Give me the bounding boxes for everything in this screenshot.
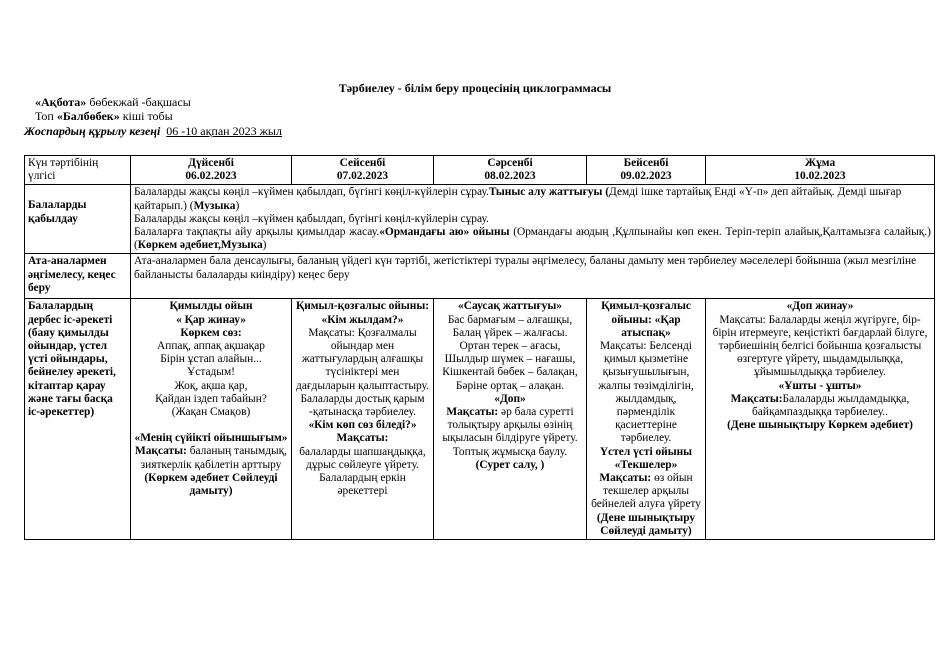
activities-tuesday: Қимыл-қозғалыс ойыны: «Кім жылдам?» Мақсаты: Қозғалмалы ойындар мен жаттығулардың алғашқы түсініктері мен дағдыларын қалыптастыру. Балаларды достық қарым -қатынасқа тәрбиелеу. «Кім көп сөз біледі?» Мақсаты: балаларды шапшаңдыққа, дұрыс сөйлеуге үйрету. Балалардың еркін әрекеттері: [292, 299, 434, 540]
kindergarten-name: «Ақбота»: [35, 95, 87, 109]
day-name: Сейсенбі: [339, 157, 386, 169]
day-name: Бейсенбі: [623, 157, 669, 169]
header-cell-thursday: [587, 156, 706, 185]
kindergarten-type: бөбекжай -бақшасы: [86, 95, 191, 109]
reception-line-2: Балаларды жақсы көңіл –күймен қабылдап, бүгінгі көңіл-күйлерін сұрау.: [134, 212, 489, 225]
activities-thursday: Қимыл-қозғалыс ойыны: «Қар атыспақ» Мақсаты: Белсенді қимыл қызметіне қызығушылығын, жалпы төзімділігін, жылдамдық, пәрменділік қасиеттеріне тәрбиелеу. Үстел үсті ойыны «Текшелер» Мақсаты: өз ойын текшелер арқылы бейнелей алуға үйрету (Дене шынықтыру Сөйлеуді дамыту): [587, 299, 706, 540]
reception-content: [131, 185, 935, 254]
header-cell-schedule: Күн тәртібінің үлгісі: [25, 156, 131, 185]
plan-period-line: [24, 124, 282, 138]
header-cell-monday: [131, 156, 292, 185]
kindergarten-line: [35, 95, 191, 109]
header-cell-friday: [706, 156, 935, 185]
activities-wednesday: «Саусақ жаттығуы» Бас бармағым – алғашқы, Балаң үйрек – жалғасы. Ортан терек – ағасы, Шылдыр шүмек – нағашы, Кішкентай бөбек – балақан, Бәріне ортақ – алақан. «Доп» Мақсаты: әр бала суретті толықтыру арқылы өзінің ықыласын білдіруге үйрету. Топтық жұмысқа баулу. (Сурет салу, ): [434, 299, 587, 540]
table-row-parents: [25, 254, 935, 299]
row-label-activities: Балалардың дербес іс-әрекеті (баяу қимылды ойындар, үстел үсті ойындары, бейнелеу әрекеті, кітаптар қарау және тағы басқа іс-әрекеттер): [25, 299, 131, 540]
group-line: [35, 109, 173, 123]
day-date: 08.02.2023: [484, 170, 536, 183]
day-date: 07.02.2023: [336, 170, 389, 183]
group-type: кіші тобы: [119, 109, 173, 123]
header-cell-tuesday: [292, 156, 434, 185]
reception-line-1: Балаларды жақсы көңіл –күймен қабылдап, бүгінгі көңіл-күйлерін сұрау.Тыныс алу жаттығуы (Демді ішке тартайық Енді «Ү-п» деп айтайық. Демді шығар қайтарып.) (Музыка): [134, 186, 902, 212]
row-label-parents: Ата-аналармен әңгімелесу, кеңес беру: [25, 254, 131, 299]
day-date: 10.02.2023: [794, 170, 846, 183]
day-name: Жұма: [804, 157, 836, 169]
plan-period-value: 06 -10 ақпан 2023 жыл: [166, 124, 282, 138]
reception-line-3: Балаларға тақпақты айу арқылы қимылдар жасау.«Ормандағы аю» ойыны (Ормандағы аюдың ,Құлпынайы көп екен. Теріп-теріп алайық,Қалтамызға салайық.) (Көркем әдебиет,Музыка): [134, 226, 931, 252]
document-title: Тәрбиелеу - білім беру процесінің циклограммасы: [338, 81, 612, 95]
header-cell-wednesday: [434, 156, 587, 185]
table-row-activities: [25, 299, 935, 540]
activities-monday: Қимылды ойын « Қар жинау» Көркем сөз: Аппақ, аппақ ақшақар Бірін ұстап алайын... Ұстадым! Жоқ, ақша қар, Қайдан іздеп табайын? (Жақан Смақов) «Менің сүйікті ойыншығым» Мақсаты: баланың танымдық, зияткерлік қабілетін арттыру (Көркем әдебиет Сөйлеуді дамыту): [131, 299, 292, 540]
day-name: Дүйсенбі: [188, 157, 234, 169]
activities-friday: «Доп жинау» Мақсаты: Балаларды жеңіл жүгіруге, бір-бірін итермеуге, кеңістікті бағдарлай білуге, тәрбиешінің белгісі бойынша қозғалысты өзгертуге үйрету, шыдамдылыққа, ұйымшылдыққа тәрбиелеу. «Ұшты - ұшты» Мақсаты:Балаларды жылдамдыққа, байқампаздыққа тәрбиелеу.. (Дене шынықтыру Көркем әдебиет): [706, 299, 935, 540]
table-row-reception: [25, 185, 935, 254]
parents-content: Ата-аналармен бала денсаулығы, баланың үйдегі күн тәртібі, жетістіктері туралы әңгімелесу, баланы дамыту мен тәрбиелеу мәселелері бойынша (жыл мезгіліне байланысты балаларды киіндіру) кеңес беру: [131, 254, 935, 299]
day-date: 09.02.2023: [620, 170, 672, 183]
row-label-reception: Балаларды қабылдау: [25, 185, 131, 254]
table-header-row: [25, 156, 935, 185]
day-date: 06.02.2023: [185, 170, 237, 183]
group-prefix: Топ: [35, 109, 57, 123]
day-name: Сәрсенбі: [487, 157, 533, 169]
group-name: «Балбөбек»: [56, 109, 120, 123]
cyclogram-table: [24, 155, 935, 540]
plan-period-label: Жоспардың құрылу кезеңі: [24, 124, 161, 138]
